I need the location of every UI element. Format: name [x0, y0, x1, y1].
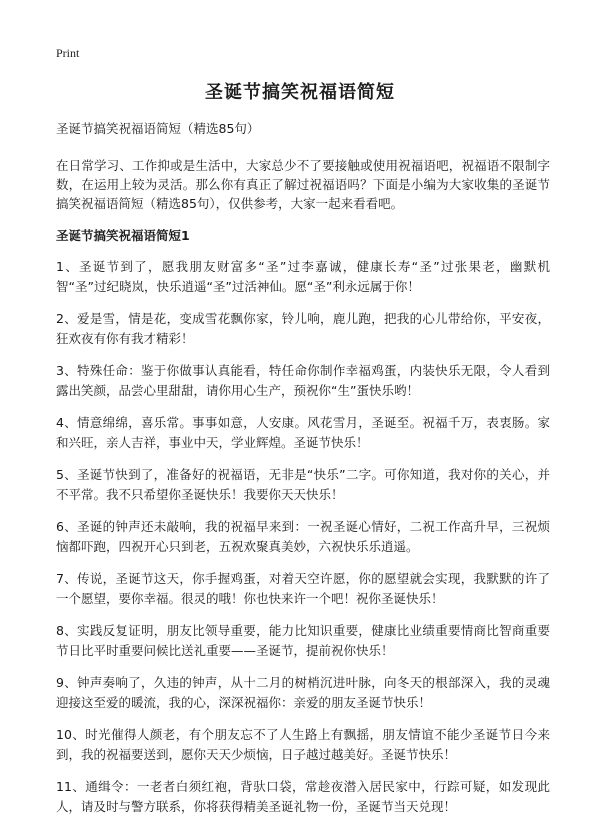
blessing-item: 2、爱是雪，情是花，变成雪花飘你家，铃儿响，鹿儿跑，把我的心儿带给你，平安夜，狂欢夜有你有我才精彩！	[56, 311, 550, 346]
intro-paragraph: 在日常学习、工作抑或是生活中，大家总少不了要接触或使用祝福语吧，祝福语不限制字数，在运用上较为灵活。那么你有真正了解过祝福语吗？下面是小编为大家收集的圣诞节搞笑祝福语简短（精选85句），仅供参考，大家一起来看看吧。	[56, 158, 550, 211]
blessing-item: 9、钟声奏响了，久违的钟声，从十二月的树梢沉进叶脉，向冬天的根部深入，我的灵魂迎接这至爱的暖流，我的心，深深祝福你：亲爱的朋友圣诞节快乐！	[56, 675, 550, 710]
blessing-item: 1、圣诞节到了，愿我朋友财富多“圣”过李嘉诚，健康长寿“圣”过张果老，幽默机智“圣”过纪晓岚，快乐逍遥“圣”过活神仙。愿“圣”利永远属于你！	[56, 259, 550, 294]
article-subtitle: 圣诞节搞笑祝福语简短（精选85句）	[56, 121, 260, 136]
blessing-item: 8、实践反复证明，朋友比领导重要，能力比知识重要，健康比业绩重要情商比智商重要节日比平时重要问候比送礼重要——圣诞节，提前祝你快乐！	[56, 623, 550, 658]
blessing-item: 3、特殊任命：鉴于你做事认真能看，特任命你制作幸福鸡蛋，内装快乐无限，令人看到露出笑颜，品尝心里甜甜，请你用心生产，预祝你“生”蛋快乐哟！	[56, 363, 550, 398]
blessing-item: 5、圣诞节快到了，准备好的祝福语，无非是“快乐”二字。可你知道，我对你的关心，并不平常。我不只希望你圣诞快乐！我要你天天快乐！	[56, 467, 550, 502]
print-link[interactable]: Print	[56, 46, 80, 60]
blessing-item: 6、圣诞的钟声还未敲响，我的祝福早来到：一祝圣诞心情好，二祝工作高升早，三祝烦恼都吓跑，四祝开心只到老，五祝欢聚真美妙，六祝快乐乐逍遥。	[56, 519, 550, 554]
blessing-item: 4、情意绵绵，喜乐常。事事如意，人安康。风花雪月，圣诞至。祝福千万，表衷肠。家和兴旺，亲人吉祥，事业中天，学业辉煌。圣诞节快乐！	[56, 415, 550, 450]
blessing-item: 7、传说，圣诞节这天，你手握鸡蛋，对着天空许愿，你的愿望就会实现，我默默的许了一个愿望，要你幸福。很灵的哦！你也快来许一个吧！祝你圣诞快乐！	[56, 571, 550, 606]
section-heading: 圣诞节搞笑祝福语简短1	[56, 228, 190, 243]
article-body	[56, 120, 550, 829]
blessing-item: 11、通缉令：一老者白须红袍，背驮口袋，常趁夜潜入居民家中，行踪可疑，如发现此人，请及时与警方联系，你将获得精美圣诞礼物一份，圣诞节当天兑现！	[56, 779, 550, 814]
blessing-item: 10、时光催得人颜老，有个朋友忘不了人生路上有飘摇，朋友情谊不能少圣诞节日今来到，我的祝福要送到，愿你天天少烦恼，日子越过越美好。圣诞节快乐！	[56, 727, 550, 762]
page-title: 圣诞节搞笑祝福语简短	[205, 82, 395, 103]
